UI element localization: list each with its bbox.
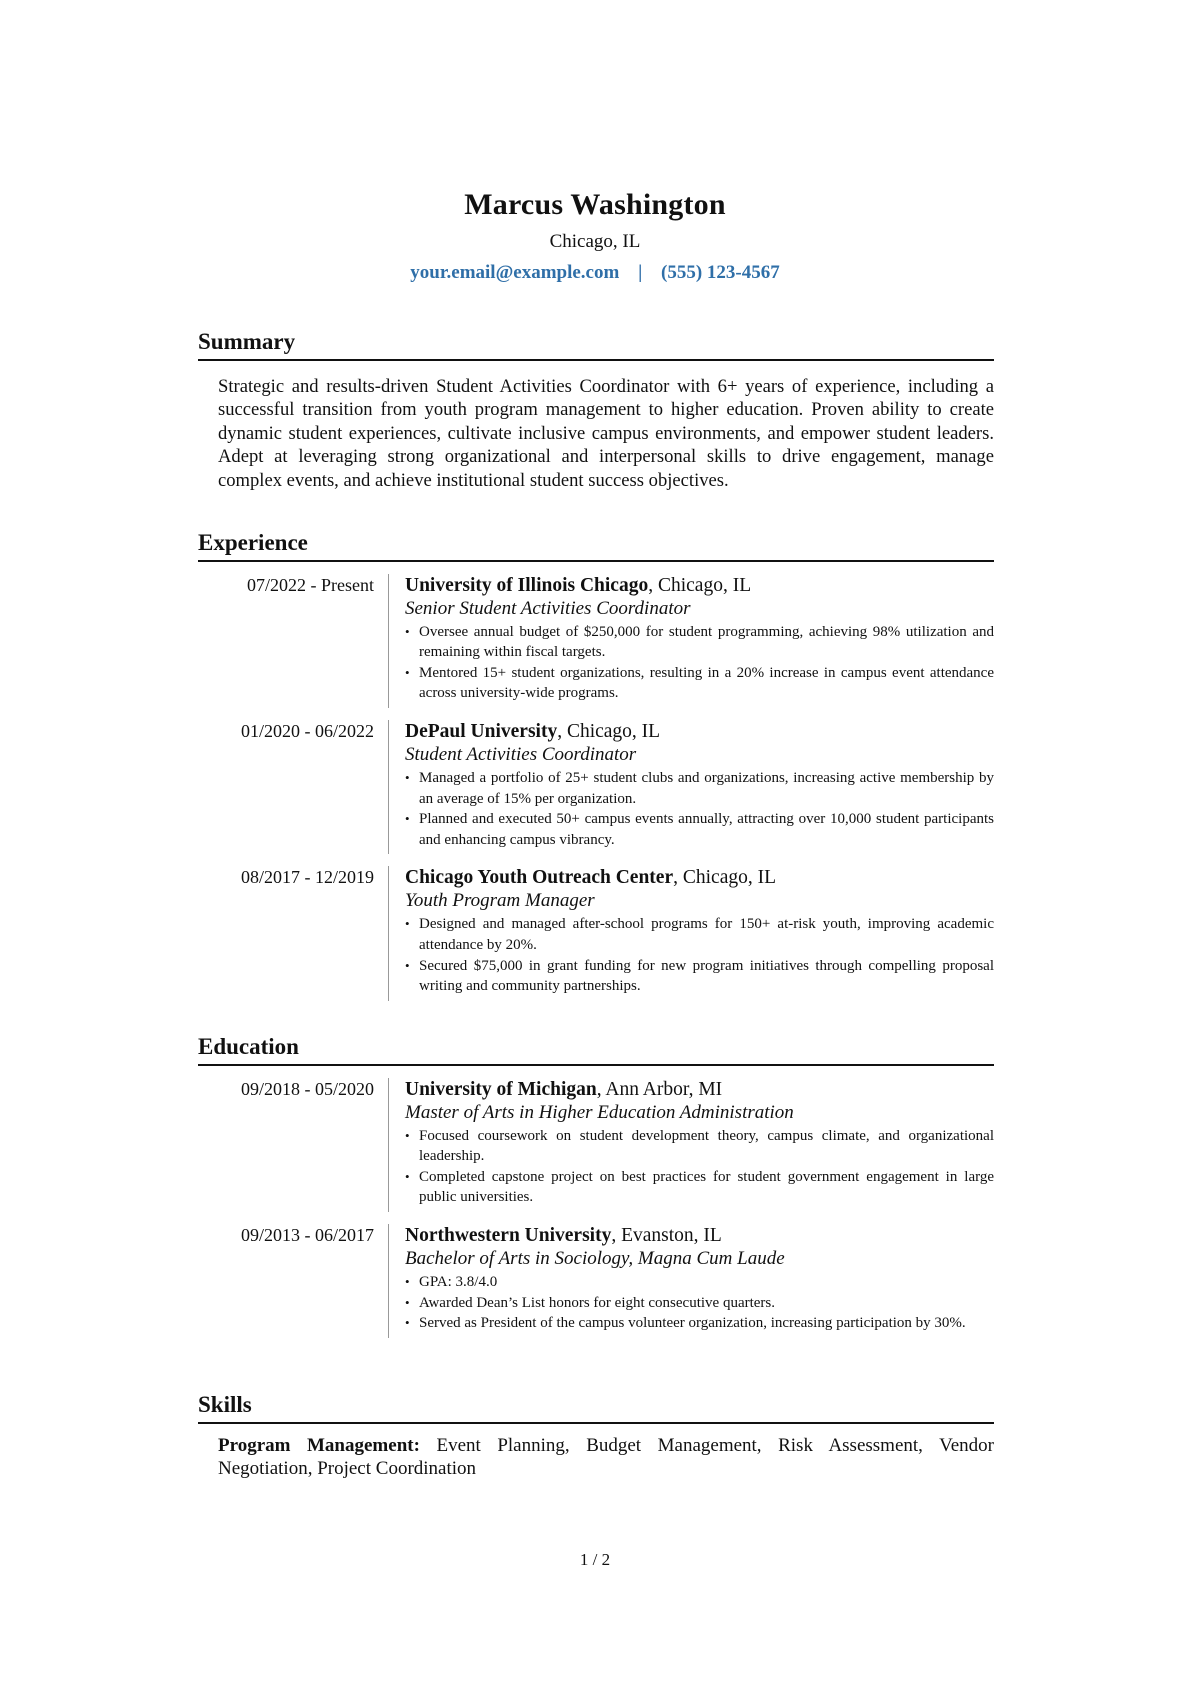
education-section xyxy=(198,1033,994,1338)
phone-link[interactable]: (555) 123-4567 xyxy=(661,262,780,283)
summary-heading: Summary xyxy=(198,328,994,361)
resume-header xyxy=(0,188,1190,284)
entry-degree: Bachelor of Arts in Sociology, Magna Cum Laude xyxy=(405,1247,785,1269)
bullet-item: • Managed a portfolio of 25+ student clubs and organizations, increasing active membership by an average of 15% per organization. xyxy=(405,768,994,809)
experience-heading: Experience xyxy=(198,529,994,562)
education-entry xyxy=(198,1078,994,1212)
entry-organization: Northwestern University xyxy=(405,1224,612,1246)
entry-bullets xyxy=(405,1272,994,1334)
entry-heading xyxy=(405,866,994,889)
experience-entry xyxy=(198,720,994,854)
entry-date: 09/2013 - 06/2017 xyxy=(241,1224,374,1245)
entry-location: , Evanston, IL xyxy=(611,1224,722,1246)
entry-bullets xyxy=(405,1126,994,1208)
skill-items: Event Planning, Budget Management, Risk Assessment, Vendor Negotiation, Project Coordination xyxy=(218,1434,994,1480)
entry-heading xyxy=(405,1224,994,1247)
entry-bullets xyxy=(405,768,994,850)
bullet-item: • Awarded Dean’s List honors for eight consecutive quarters. xyxy=(405,1293,994,1314)
candidate-location: Chicago, IL xyxy=(549,231,641,252)
entry-heading xyxy=(405,720,994,743)
bullet-item: • Served as President of the campus volunteer organization, increasing participation by 30%. xyxy=(405,1313,994,1334)
entry-bullets xyxy=(405,914,994,996)
entry-role: Youth Program Manager xyxy=(405,890,595,912)
entry-organization: University of Illinois Chicago xyxy=(405,574,649,596)
entry-organization: Chicago Youth Outreach Center xyxy=(405,867,674,889)
entry-body xyxy=(388,1078,994,1212)
contact-separator: | xyxy=(638,262,643,283)
entry-degree: Master of Arts in Higher Education Administration xyxy=(405,1101,794,1123)
skills-line xyxy=(218,1434,994,1481)
education-entry xyxy=(198,1224,994,1338)
entry-location: , Ann Arbor, MI xyxy=(596,1078,723,1100)
entry-organization: DePaul University xyxy=(405,720,558,742)
entry-heading xyxy=(405,574,994,597)
entry-body xyxy=(388,1224,994,1338)
entry-location: , Chicago, IL xyxy=(557,720,661,742)
entry-bullets xyxy=(405,622,994,704)
page-number: 1 / 2 xyxy=(579,1550,611,1569)
entry-body xyxy=(388,866,994,1000)
bullet-item: • Completed capstone project on best practices for student government engagement in large public universities. xyxy=(405,1167,994,1208)
entry-date: 01/2020 - 06/2022 xyxy=(241,720,374,741)
candidate-name: Marcus Washington xyxy=(464,188,726,221)
bullet-item: • Secured $75,000 in grant funding for new program initiatives through compelling proposal writing and community partnerships. xyxy=(405,956,994,997)
entry-date: 07/2022 - Present xyxy=(247,574,374,595)
skill-category: Program Management: xyxy=(218,1434,420,1456)
bullet-item: • Focused coursework on student development theory, campus climate, and organizational leadership. xyxy=(405,1126,994,1167)
entry-body xyxy=(388,720,994,854)
entry-date: 09/2018 - 05/2020 xyxy=(241,1078,374,1099)
entry-date: 08/2017 - 12/2019 xyxy=(241,867,374,888)
summary-text: Strategic and results-driven Student Activities Coordinator with 6+ years of experience, including a successful transition from youth program management to higher education. Proven ability to create dynamic student experiences, cultivate inclusive campus environments, and empower student leaders. Adept at leveraging strong organizational and interpersonal skills to drive engagement, manage complex events, and achieve institutional student success objectives. xyxy=(218,375,994,491)
contact-line xyxy=(0,262,1190,284)
entry-location: , Chicago, IL xyxy=(648,574,752,596)
entry-organization: University of Michigan xyxy=(405,1078,597,1100)
experience-entry xyxy=(198,574,994,708)
entry-role: Senior Student Activities Coordinator xyxy=(405,597,691,619)
skills-heading: Skills xyxy=(198,1391,994,1424)
entry-location: , Chicago, IL xyxy=(673,867,776,889)
email-link[interactable]: your.email@example.com xyxy=(410,262,620,283)
summary-section xyxy=(198,328,994,492)
bullet-item: • Designed and managed after-school programs for 150+ at-risk youth, improving academic attendance by 20%. xyxy=(405,914,994,955)
entry-body xyxy=(388,574,994,708)
experience-section xyxy=(198,529,994,1001)
bullet-item: • Planned and executed 50+ campus events annually, attracting over 10,000 student participants and enhancing campus vibrancy. xyxy=(405,809,994,850)
experience-entry xyxy=(198,866,994,1000)
education-heading: Education xyxy=(198,1033,994,1066)
bullet-item: • GPA: 3.8/4.0 xyxy=(405,1272,994,1293)
bullet-item: • Oversee annual budget of $250,000 for student programming, achieving 98% utilization and remaining within fiscal targets. xyxy=(405,622,994,663)
entry-role: Student Activities Coordinator xyxy=(405,743,637,765)
skills-section xyxy=(198,1391,994,1481)
entry-heading xyxy=(405,1078,994,1101)
bullet-item: • Mentored 15+ student organizations, resulting in a 20% increase in campus event attendance across university-wide programs. xyxy=(405,663,994,704)
